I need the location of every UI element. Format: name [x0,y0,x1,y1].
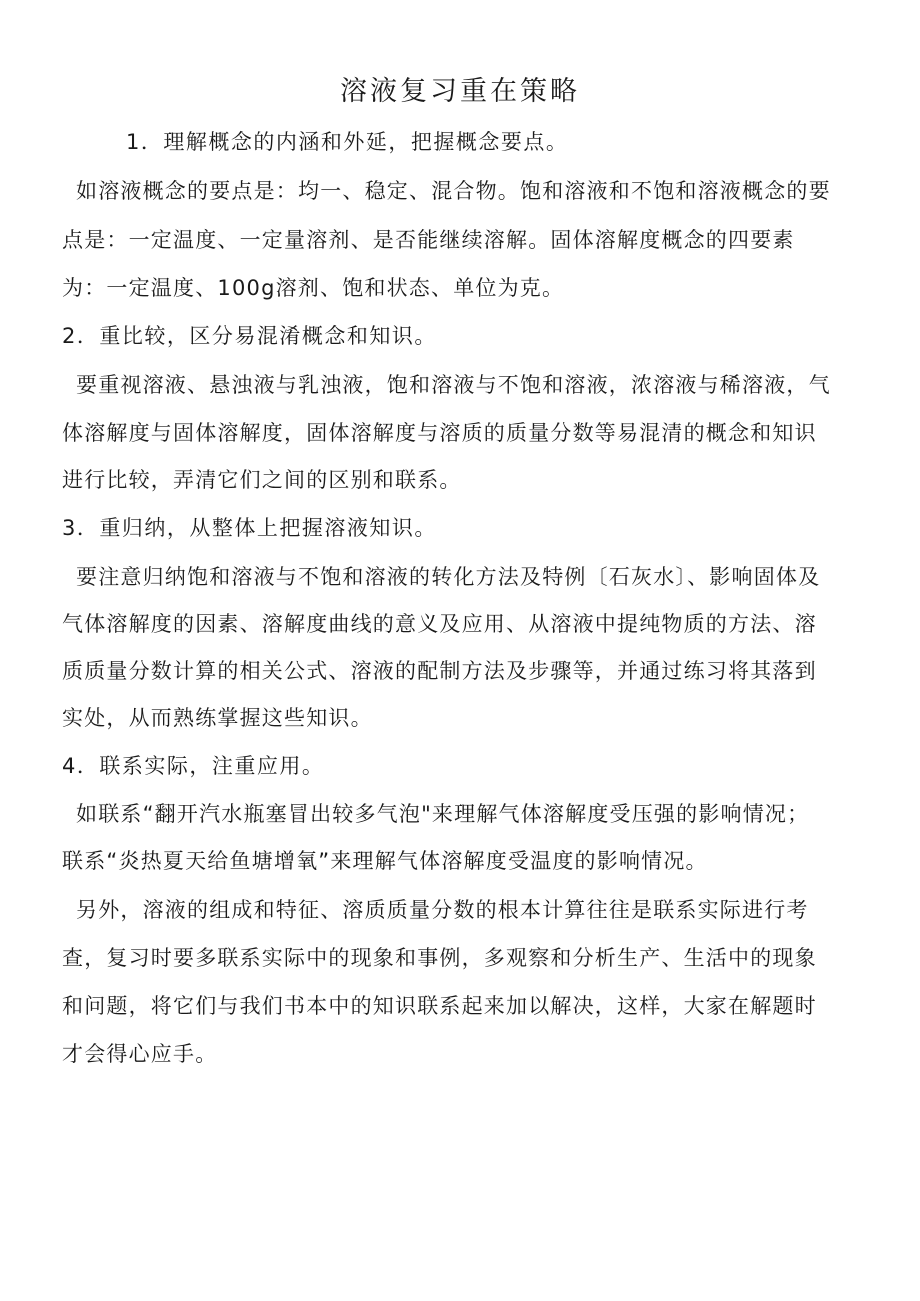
paragraph-line: 体溶解度与固体溶解度，固体溶解度与溶质的质量分数等易混清的概念和知识 [62,421,817,445]
paragraph-line: 质质量分数计算的相关公式、溶液的配制方法及步骤等，并通过练习将其落到 [62,659,817,683]
paragraph-line: 为：一定温度、100g溶剂、饱和状态、单位为克。 [62,276,565,300]
paragraph-line: 气体溶解度的因素、溶解度曲线的意义及应用、从溶液中提纯物质的方法、溶 [62,612,817,636]
page-title: 溶液复习重在策略 [340,76,580,107]
section-2-heading: 2．重比较，区分易混淆概念和知识。 [62,324,437,348]
section-3-heading: 3．重归纳，从整体上把握溶液知识。 [62,516,437,540]
section-1-heading: 1．理解概念的内涵和外延，把握概念要点。 [126,130,569,154]
paragraph-line: 查，复习时要多联系实际中的现象和事例，多观察和分析生产、生活中的现象 [62,946,817,970]
paragraph-line: 如溶液概念的要点是：均一、稳定、混合物。饱和溶液和不饱和溶液概念的要 [76,179,831,203]
paragraph-line: 另外，溶液的组成和特征、溶质质量分数的根本计算往往是联系实际进行考 [76,898,809,922]
paragraph-line: 进行比较，弄清它们之间的区别和联系。 [62,468,462,492]
paragraph-line: 如联系“翻开汽水瓶塞冒出较多气泡"来理解气体溶解度受压强的影响情况； [76,802,810,826]
paragraph-line: 要重视溶液、悬浊液与乳浊液，饱和溶液与不饱和溶液，浓溶液与稀溶液，气 [76,373,831,397]
paragraph-line: 和问题，将它们与我们书本中的知识联系起来加以解决，这样，大家在解题时 [62,994,817,1018]
paragraph-line: 联系“炎热夏天给鱼塘增氧”来理解气体溶解度受温度的影响情况。 [62,849,708,873]
paragraph-line: 才会得心应手。 [62,1042,218,1066]
section-4-heading: 4．联系实际，注重应用。 [62,754,325,778]
paragraph-line: 点是：一定温度、一定量溶剂、是否能继续溶解。固体溶解度概念的四要素 [62,228,795,252]
paragraph-line: 要注意归纳饱和溶液与不饱和溶液的转化方法及特例〔石灰水〕、影响固体及 [76,565,821,589]
paragraph-line: 实处，从而熟练掌握这些知识。 [62,706,373,730]
